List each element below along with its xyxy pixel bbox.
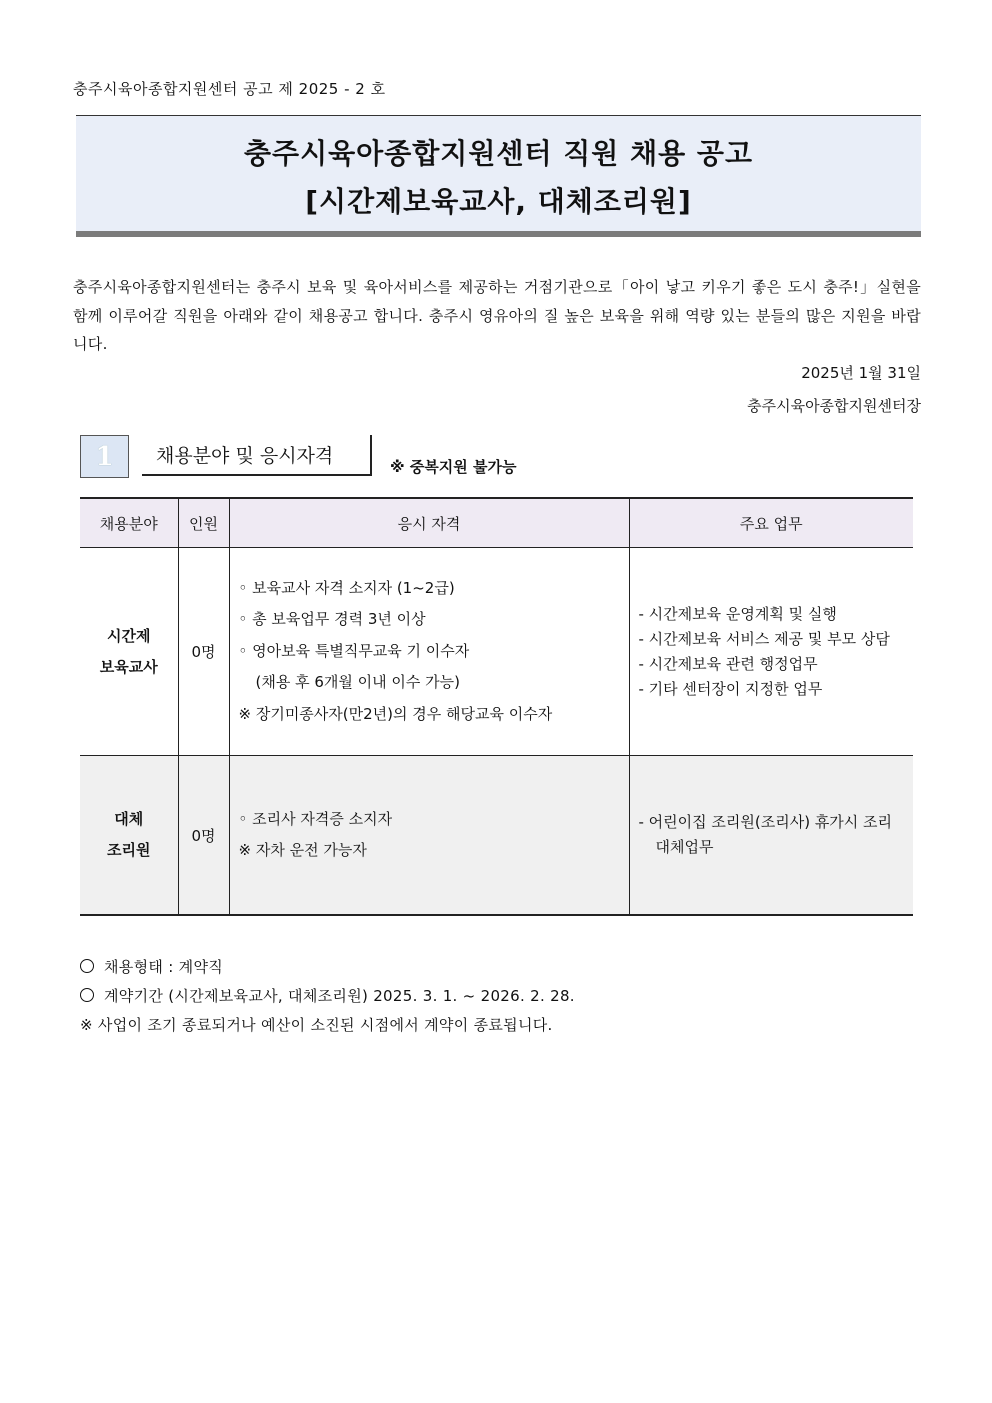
qualification-item: ◦ 총 보육업무 경력 3년 이상 [238,610,426,629]
circle-bullet-icon [80,988,94,1002]
qualifications-cell [229,548,629,756]
table-row [80,548,913,756]
employment-type: 채용형태 : 계약직 [104,958,224,976]
qualification-item: ◦ 보육교사 자격 소지자 (1~2급) [238,578,455,597]
count-cell: 0명 [178,548,229,756]
qualifications-cell [229,756,629,916]
qualification-item: ◦ 영아보육 특별직무교육 기 이수자 [238,641,470,660]
field-cell [80,548,178,756]
qualification-item: ※ 자차 운전 가능자 [238,841,367,859]
header-qualifications: 응시 자격 [229,498,629,548]
employment-type-line [80,953,575,982]
field-cell [80,756,178,916]
duty-item: - 어린이집 조리원(조리사) 휴가시 조리 대체업무 [638,813,893,856]
field-name-line: 보육교사 [99,657,158,676]
section-note: ※ 중복지원 불가능 [390,458,517,476]
qualification-item: ※ 장기미종사자(만2년)의 경우 해당교육 이수자 [238,704,553,723]
recruitment-table [80,497,913,916]
title-banner [76,115,921,237]
duty-item: - 시간제보육 관련 행정업무 [638,654,818,673]
table-row [80,756,913,916]
duty-item: - 시간제보육 서비스 제공 및 부모 상담 [638,629,890,648]
header-duties: 주요 업무 [629,498,913,548]
header-field: 채용분야 [80,498,178,548]
section-title: 채용분야 및 응시자격 [142,435,372,476]
footer-notes [80,953,575,1040]
contract-period-line [80,982,575,1011]
circle-bullet-icon [80,959,94,973]
count-cell: 0명 [178,756,229,916]
qualification-item: (채용 후 6개월 이내 이수 가능) [255,673,460,692]
termination-note: ※ 사업이 조기 종료되거나 예산이 소진된 시점에서 계약이 종료됩니다. [80,1016,553,1034]
table-header-row [80,498,913,548]
section-number-badge: 1 [80,435,129,478]
notice-number: 충주시육아종합지원센터 공고 제 2025 - 2 호 [73,80,386,98]
header-count: 인원 [178,498,229,548]
page-title: 충주시육아종합지원센터 직원 채용 공고 [243,137,754,170]
notice-signer: 충주시육아종합지원센터장 [747,397,921,415]
field-name-line: 시간제 [107,626,151,645]
duty-item: - 기타 센터장이 지정한 업무 [638,679,823,698]
field-name-line: 조리원 [107,841,151,859]
notice-date: 2025년 1월 31일 [801,364,921,382]
intro-paragraph: 충주시육아종합지원센터는 충주시 보육 및 육아서비스를 제공하는 거점기관으로「아이 낳고 키우기 좋은 도시 충주!」실현을 함께 이루어갈 직원을 아래와 같이 채용공고 합니다. 충주시 영유아의 질 높은 보육을 위해 역량 있는 분들의 많은 지원을 바랍니다. [73,278,921,353]
duty-item: - 시간제보육 운영계획 및 실행 [638,604,837,623]
contract-period: 계약기간 (시간제보육교사, 대체조리원) 2025. 3. 1. ~ 2026. 2. 28. [104,987,575,1005]
field-name-line: 대체 [114,810,144,828]
page-subtitle: [시간제보육교사, 대체조리원] [305,185,692,218]
qualification-item: ◦ 조리사 자격증 소지자 [238,809,393,828]
duties-cell [629,548,913,756]
duties-cell [629,756,913,916]
